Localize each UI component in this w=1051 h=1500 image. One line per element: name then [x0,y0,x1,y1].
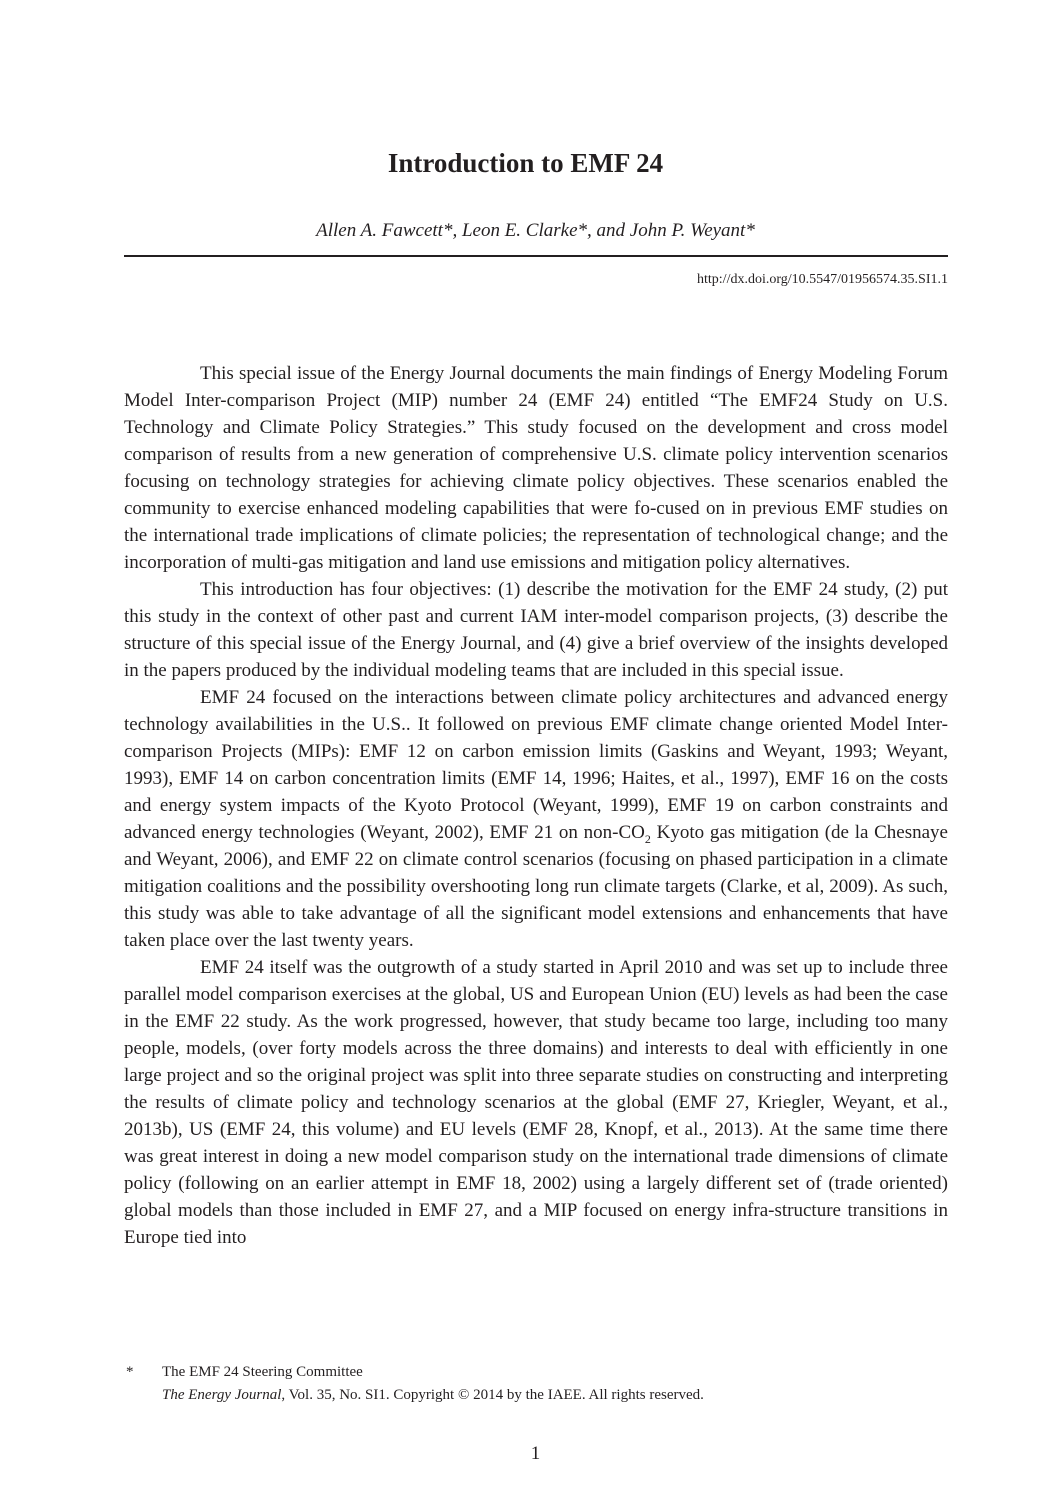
footnote-text: The EMF 24 Steering Committee [162,1364,363,1380]
author-line: Allen A. Fawcett*, Leon E. Clarke*, and John P. Weyant* [316,220,755,241]
footnote-line [124,1361,948,1384]
header-rule [124,255,948,257]
paragraph: This special issue of the Energy Journal documents the main findings of Energy Modeling Forum Model Inter-comparison Project (MIP) number 24 (EMF 24) entitled “The EMF24 Study on U.S. Technology and Climate Policy Strategies.” This study focused on the development and cross model comparison of results from a new generation of comprehensive U.S. climate policy intervention scenarios focusing on technology strategies for achieving climate policy objectives. These scenarios enabled the community to exercise enhanced modeling capabilities that were fo-cused on in previous EMF studies on the international trade implications of climate policies; the representation of technological change; and the incorporation of multi-gas mitigation and land use emissions and mitigation policy alternatives. [124,363,948,573]
body-text [124,360,948,1251]
copyright-line [124,1384,948,1407]
paragraph-text: Kyoto gas mitigation (de la Chesnaye and Weyant, 2006), and EMF 22 on climate control scenarios (focusing on phased participation in a climate mitigation coalitions and the possibility overshooting long run climate targets (Clarke, et al, 2009). As such, this study was able to take advantage of all the significant model extensions and enhancements that have taken place over the last twenty years. [124,822,948,951]
page-number: 1 [530,1443,541,1464]
paper-title: Introduction to EMF 24 [387,148,664,178]
paragraph: This introduction has four objectives: (1) describe the motivation for the EMF 24 study, (2) put this study in the context of other past and current IAM inter-model comparison projects, (3) describe the structure of this special issue of the Energy Journal, and (4) give a brief overview of the insights developed in the papers produced by the individual modeling teams that are included in this special issue. [124,579,948,681]
subscript: 2 [644,831,651,846]
paragraph-text: EMF 24 focused on the interactions between climate policy architectures and advanced energy technology availabilities in the U.S.. It followed on previous EMF climate change oriented Model Inter-comparison Projects (MIPs): EMF 12 on carbon emission limits (Gaskins and Weyant, 1993; Weyant, 1993), EMF 14 on carbon concentration limits (EMF 14, 1996; Haites, et al., 1997), EMF 16 on the costs and energy system impacts of the Kyoto Protocol (Weyant, 1999), EMF 19 on carbon constraints and advanced energy technologies (Weyant, 2002), EMF 21 on non-CO [124,687,948,843]
journal-name: The Energy Journal [162,1387,282,1403]
copyright-text: , Vol. 35, No. SI1. Copyright © 2014 by the IAEE. All rights reserved. [281,1387,704,1403]
paragraph [124,684,948,954]
footnote-mark: * [126,1364,134,1380]
doi-link[interactable]: http://dx.doi.org/10.5547/01956574.35.SI1.1 [697,272,948,287]
footnote [124,1361,948,1407]
paragraph: EMF 24 itself was the outgrowth of a study started in April 2010 and was set up to include three parallel model comparison exercises at the global, US and European Union (EU) levels as had been the case in the EMF 22 study. As the work progressed, however, that study became too large, including too many people, models, (over forty models across the three domains) and interests to deal with efficiently in one large project and so the original project was split into three separate studies on constructing and interpreting the results of climate policy and technology scenarios at the global (EMF 27, Kriegler, Weyant, et al., 2013b), US (EMF 24, this volume) and EU levels (EMF 28, Knopf, et al., 2013). At the same time there was great interest in doing a new model comparison study on the international trade dimensions of climate policy (following on an earlier attempt in EMF 18, 2002) using a largely different set of (trade oriented) global models than those included in EMF 27, and a MIP focused on energy infra-structure transitions in Europe tied into [124,957,948,1248]
